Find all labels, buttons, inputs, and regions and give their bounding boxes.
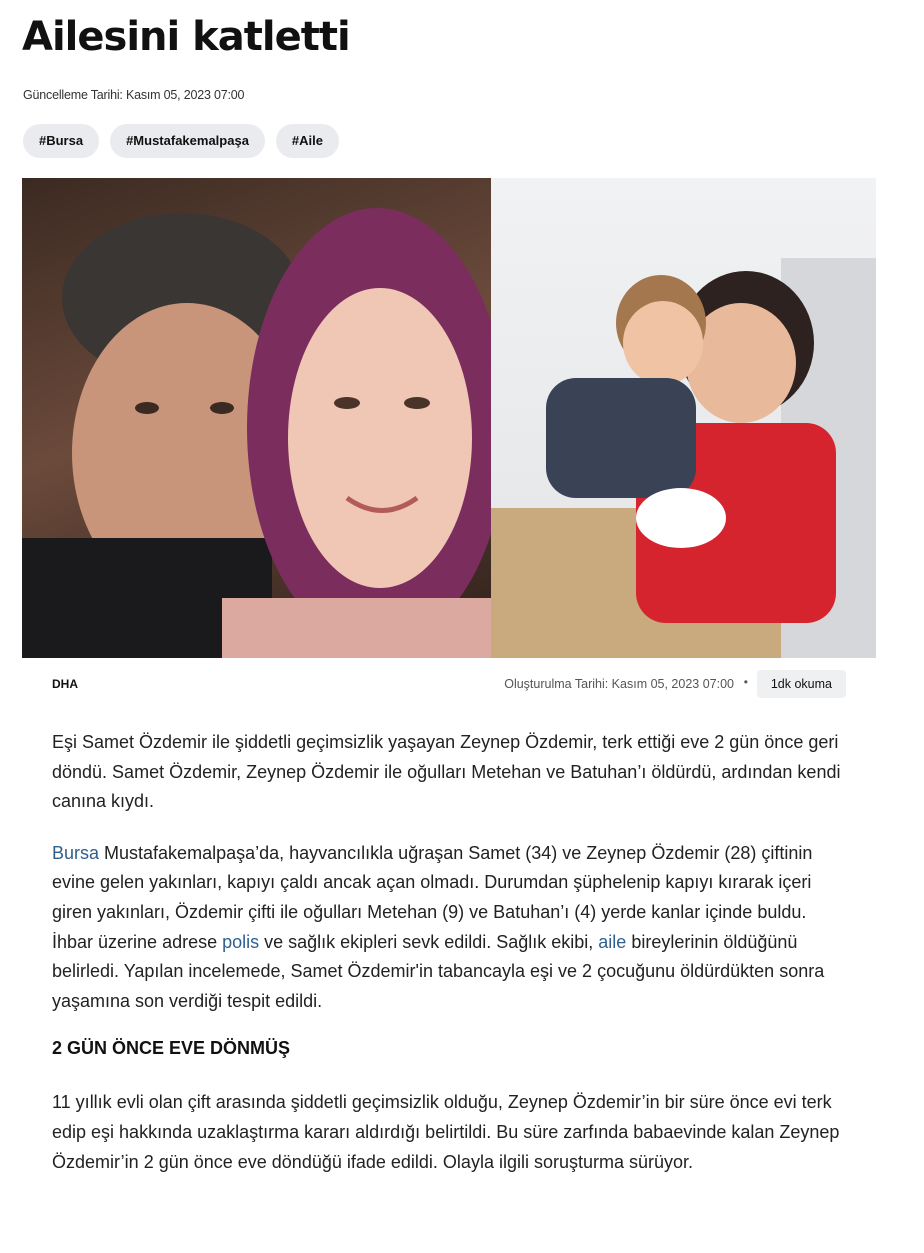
- link-polis[interactable]: polis: [222, 931, 260, 952]
- tag-mustafakemalpasa[interactable]: #Mustafakemalpaşa: [110, 124, 265, 158]
- created-date: Oluşturulma Tarihi: Kasım 05, 2023 07:00: [504, 677, 734, 691]
- tag-list: [23, 124, 339, 158]
- body-paragraph-1: [52, 839, 852, 1017]
- tag-bursa[interactable]: #Bursa: [23, 124, 99, 158]
- lead-paragraph: Eşi Samet Özdemir ile şiddetli geçimsizlik yaşayan Zeynep Özdemir, terk ettiği eve 2 gün önce geri döndü. Samet Özdemir, Zeynep Özdemir ile oğulları Metehan ve Batuhan’ı öldürdü, ardından kendi canına kıydı.: [52, 732, 841, 812]
- source-label: DHA: [52, 677, 78, 691]
- body-text: bireylerinin öldüğünü belirledi. Yapılan incelemede, Samet Özdemir'in tabancayla eşi ve 2 çocuğunu öldürdükten sonra yaşamına son verdiği tespit edildi.: [52, 931, 825, 1011]
- meta-separator: •: [743, 675, 748, 689]
- hero-image: [22, 178, 876, 658]
- couple-photo: [22, 178, 491, 658]
- link-aile[interactable]: aile: [598, 931, 627, 952]
- section-subheading: 2 GÜN ÖNCE EVE DÖNMÜŞ: [52, 1038, 291, 1059]
- article-meta: [22, 670, 876, 698]
- children-photo: [491, 178, 876, 658]
- body-text: Mustafakemalpaşa’da, hayvancılıkla uğraşan Samet (34) ve Zeynep Özdemir (28) çiftinin evine gelen yakınları, kapıyı çaldı ancak açan olmadı. Durumdan şüphelenip kapıyı kırarak içeri giren yakınları, Özdemir çifti ile oğulları Metehan (9) ve Batuhan’ı (4) yerde kanlar içinde buldu. İhbar üzerine adrese: [52, 842, 813, 952]
- body-paragraph-2: 11 yıllık evli olan çift arasında şiddetli geçimsizlik olduğu, Zeynep Özdemir’in bir süre önce evi terk edip eşi hakkında uzaklaştırma kararı aldırdığı belirtildi. Bu süre zarfında babaevinde kalan Zeynep Özdemir’in 2 gün önce eve döndüğü ifade edildi. Olayla ilgili soruşturma sürüyor.: [52, 1092, 840, 1172]
- article-body: [52, 728, 852, 1199]
- updated-date: Güncelleme Tarihi: Kasım 05, 2023 07:00: [23, 88, 245, 102]
- link-bursa[interactable]: Bursa: [52, 842, 100, 863]
- article-title: Ailesini katletti: [22, 14, 350, 60]
- tag-aile[interactable]: #Aile: [276, 124, 339, 158]
- body-text: ve sağlık ekipleri sevk edildi. Sağlık ekibi,: [259, 931, 599, 952]
- read-time-badge: 1dk okuma: [757, 670, 846, 698]
